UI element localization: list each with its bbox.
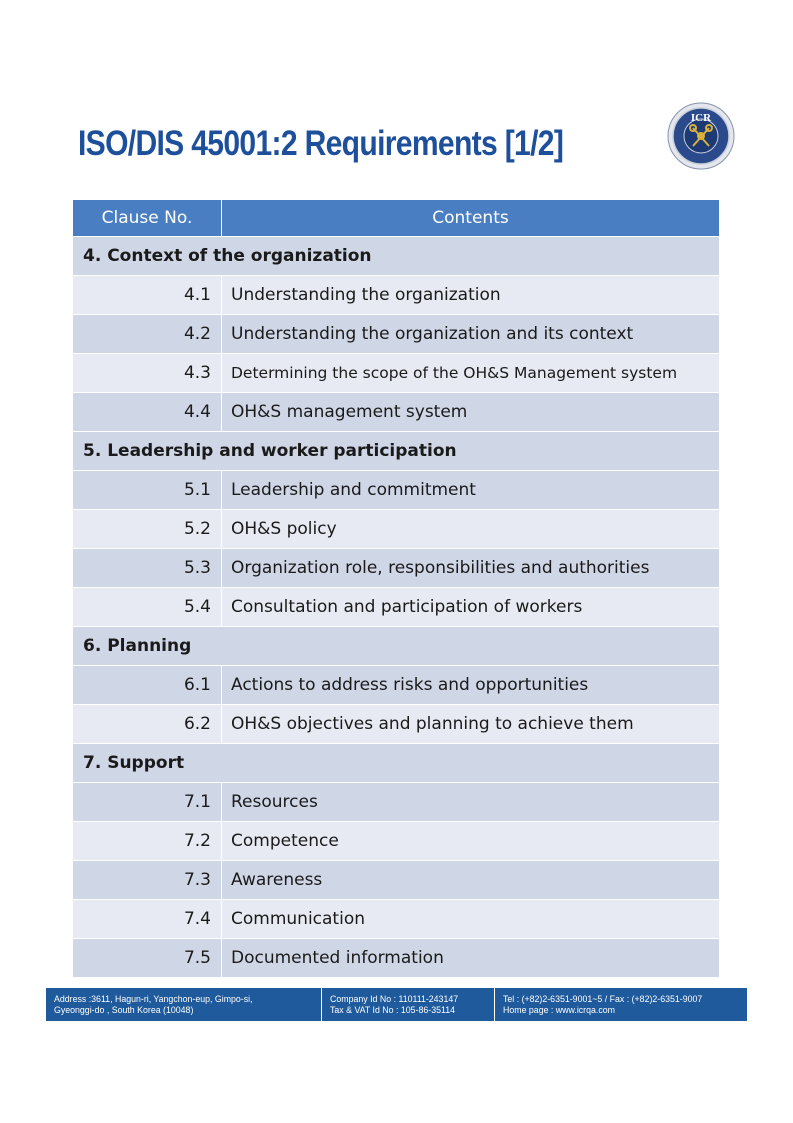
table-row (73, 471, 720, 510)
clause-content: OH&S policy (222, 510, 720, 549)
homepage: Home page : www.icrqa.com (503, 1005, 615, 1015)
table-row (73, 510, 720, 549)
clause-number: 4.3 (73, 354, 222, 393)
clause-number: 7.5 (73, 939, 222, 978)
section-row (73, 432, 720, 471)
clause-number: 5.3 (73, 549, 222, 588)
page-title: ISO/DIS 45001:2 Requirements [1/2] (78, 124, 564, 163)
table-row (73, 822, 720, 861)
table-row (73, 354, 720, 393)
table-row (73, 783, 720, 822)
footer-address (46, 988, 321, 1021)
icr-logo (667, 102, 735, 170)
clause-content: Consultation and participation of workers (222, 588, 720, 627)
table-row (73, 315, 720, 354)
section-title: 7. Support (73, 744, 720, 783)
section-title: 4. Context of the organization (73, 237, 720, 276)
clause-no-header: Clause No. (73, 200, 222, 237)
table-row (73, 939, 720, 978)
clause-content: Competence (222, 822, 720, 861)
clause-number: 7.1 (73, 783, 222, 822)
section-row (73, 627, 720, 666)
table-row (73, 900, 720, 939)
footer-company-ids (321, 988, 494, 1021)
footer-contact (494, 988, 747, 1021)
clause-content: Leadership and commitment (222, 471, 720, 510)
clause-number: 4.4 (73, 393, 222, 432)
section-row (73, 237, 720, 276)
clause-content: Communication (222, 900, 720, 939)
requirements-table (72, 199, 720, 978)
table-row (73, 666, 720, 705)
table-row (73, 549, 720, 588)
table-row (73, 705, 720, 744)
clause-number: 7.4 (73, 900, 222, 939)
table-row (73, 861, 720, 900)
clause-content: Awareness (222, 861, 720, 900)
table-row (73, 588, 720, 627)
address-line-2: Gyeonggi-do , South Korea (10048) (54, 1005, 194, 1015)
logo-text: ICR (690, 112, 712, 124)
clause-number: 5.1 (73, 471, 222, 510)
tax-id: Tax & VAT Id No : 105-86-35114 (330, 1005, 456, 1015)
clause-content: OH&S management system (222, 393, 720, 432)
table-row (73, 276, 720, 315)
clause-number: 5.2 (73, 510, 222, 549)
clause-number: 6.2 (73, 705, 222, 744)
clause-content: Resources (222, 783, 720, 822)
clause-content: Determining the scope of the OH&S Management system (222, 354, 720, 393)
footer-bar (46, 988, 747, 1021)
phone-fax: Tel : (+82)2-6351-9001~5 / Fax : (+82)2-6351-9007 (503, 994, 703, 1004)
clause-number: 4.1 (73, 276, 222, 315)
clause-number: 7.2 (73, 822, 222, 861)
clause-content: OH&S objectives and planning to achieve them (222, 705, 720, 744)
clause-content: Organization role, responsibilities and authorities (222, 549, 720, 588)
table-row (73, 393, 720, 432)
section-row (73, 744, 720, 783)
clause-content: Understanding the organization (222, 276, 720, 315)
section-title: 6. Planning (73, 627, 720, 666)
clause-number: 5.4 (73, 588, 222, 627)
company-id: Company Id No : 110111-243147 (330, 994, 459, 1004)
contents-header: Contents (222, 200, 720, 237)
clause-content: Actions to address risks and opportunities (222, 666, 720, 705)
clause-number: 4.2 (73, 315, 222, 354)
address-line-1: Address :3611, Hagun-ri, Yangchon-eup, Gimpo-si, (54, 994, 253, 1004)
clause-number: 7.3 (73, 861, 222, 900)
clause-content: Understanding the organization and its context (222, 315, 720, 354)
table-header-row (73, 200, 720, 237)
clause-content: Documented information (222, 939, 720, 978)
clause-number: 6.1 (73, 666, 222, 705)
section-title: 5. Leadership and worker participation (73, 432, 720, 471)
